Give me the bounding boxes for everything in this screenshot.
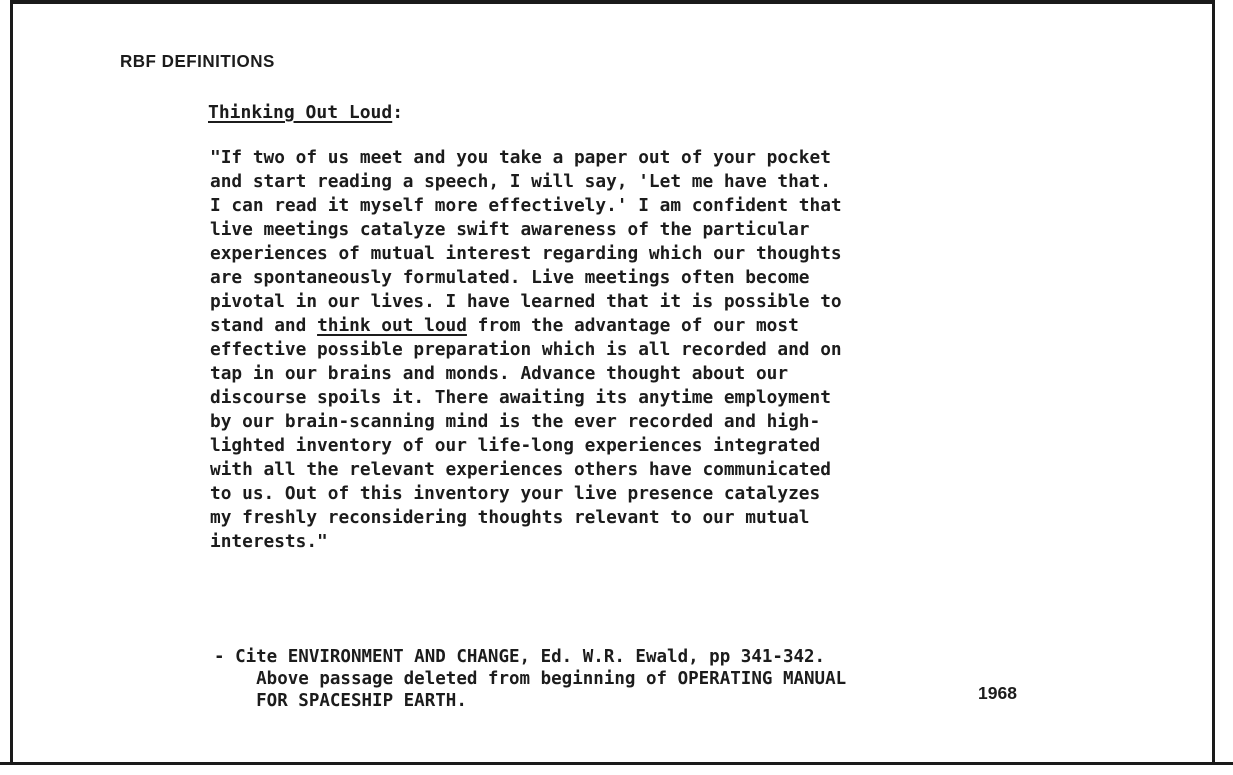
- quote-line: stand and: [210, 315, 318, 336]
- quote-body: [210, 146, 1090, 554]
- quote-line: "If two of us meet and you take a paper out of your pocket: [210, 147, 831, 168]
- quote-line: I can read it myself more effectively.' I am confident that: [210, 195, 842, 216]
- citation: [214, 646, 846, 712]
- section-title-text: Thinking Out Loud: [208, 102, 393, 123]
- quote-line: by our brain-scanning mind is the ever recorded and high-: [210, 411, 821, 432]
- document-header: RBF DEFINITIONS: [120, 51, 275, 72]
- quote-line: discourse spoils it. There awaiting its anytime employment: [210, 387, 831, 408]
- quote-line: pivotal in our lives. I have learned that it is possible to: [210, 291, 842, 312]
- section-title-colon: :: [392, 102, 404, 123]
- quote-line: my freshly reconsidering thoughts relevant to our mutual: [210, 507, 810, 528]
- quote-line: with all the relevant experiences others have communicated: [210, 459, 831, 480]
- quote-line: to us. Out of this inventory your live presence catalyzes: [210, 483, 821, 504]
- quote-line: lighted inventory of our life-long experiences integrated: [210, 435, 821, 456]
- page-bottom-border: [0, 762, 1233, 765]
- citation-year: 1968: [978, 683, 1017, 703]
- quote-line: are spontaneously formulated. Live meetings often become: [210, 267, 810, 288]
- quote-line: interests.": [210, 531, 328, 552]
- section-title: [208, 102, 403, 123]
- quote-line: live meetings catalyze swift awareness of the particular: [210, 219, 810, 240]
- quote-line: and start reading a speech, I will say, 'Let me have that.: [210, 171, 831, 192]
- think-out-loud-underlined: think out loud: [317, 315, 467, 336]
- quote-line: from the advantage of our most: [466, 315, 799, 336]
- citation-line: Above passage deleted from beginning of OPERATING MANUAL: [214, 669, 847, 689]
- citation-line: - Cite ENVIRONMENT AND CHANGE, Ed. W.R. Ewald, pp 341-342.: [214, 647, 826, 667]
- quote-line: experiences of mutual interest regarding which our thoughts: [210, 243, 842, 264]
- quote-line: tap in our brains and monds. Advance thought about our: [210, 363, 789, 384]
- citation-line: FOR SPACESHIP EARTH.: [214, 691, 467, 711]
- quote-line: effective possible preparation which is all recorded and on: [210, 339, 842, 360]
